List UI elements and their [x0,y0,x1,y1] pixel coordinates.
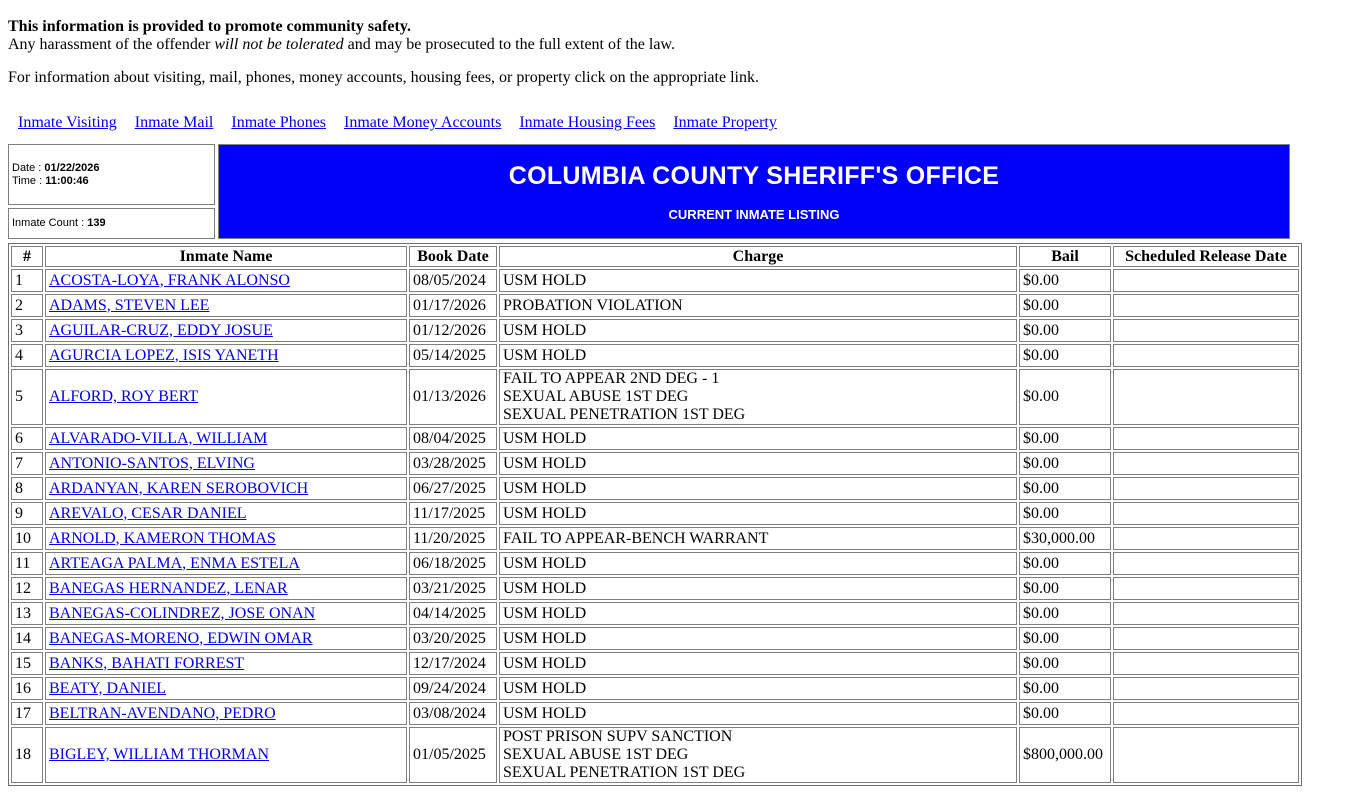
charge-cell [499,527,1017,550]
table-row [11,727,1299,783]
inmate-count-box [8,208,215,239]
charge-line: USM HOLD [503,454,587,472]
inmate-number-cell: 4 [11,344,43,367]
book-date-cell: 11/17/2025 [409,502,497,525]
bail-cell: $0.00 [1019,502,1111,525]
inmate-name-cell [45,727,407,783]
charge-cell [499,577,1017,600]
inmate-name-link[interactable]: AGUILAR-CRUZ, EDDY JOSUE [49,321,273,339]
time-label: Time : [12,174,46,187]
charge-line: USM HOLD [503,271,587,289]
time-value: 11:00:46 [45,174,89,187]
charge-line: SEXUAL ABUSE 1ST DEG [503,746,689,763]
book-date-cell: 05/14/2025 [409,344,497,367]
date-time-box [8,144,215,205]
charge-cell [499,727,1017,783]
charge-line: USM HOLD [503,629,587,647]
book-date-cell: 06/27/2025 [409,477,497,500]
charge-cell [499,294,1017,317]
inmate-number-cell: 5 [11,369,43,425]
time-line [12,175,211,188]
inmate-name-link[interactable]: ARDANYAN, KAREN SEROBOVICH [49,479,309,497]
inmate-name-cell [45,552,407,575]
charge-cell [499,652,1017,675]
inmate-name-link[interactable]: BANKS, BAHATI FORREST [49,654,245,672]
book-date-cell: 03/20/2025 [409,627,497,650]
inmate-number-cell: 16 [11,677,43,700]
charge-line: USM HOLD [503,654,587,672]
bail-cell: $0.00 [1019,577,1111,600]
table-row [11,702,1299,725]
table-row [11,344,1299,367]
inmate-name-cell [45,452,407,475]
charge-line: USM HOLD [503,604,587,622]
inmate-name-link[interactable]: BANEGAS HERNANDEZ, LENAR [49,579,288,597]
inmate-name-link[interactable]: AREVALO, CESAR DANIEL [49,504,247,522]
table-row [11,527,1299,550]
inmate-number-cell: 18 [11,727,43,783]
inmate-number-cell: 8 [11,477,43,500]
table-row [11,294,1299,317]
bail-cell: $30,000.00 [1019,527,1111,550]
book-date-cell: 09/24/2024 [409,677,497,700]
bail-cell: $0.00 [1019,319,1111,342]
inmate-number-cell: 10 [11,527,43,550]
book-date-cell: 03/28/2025 [409,452,497,475]
inmate-name-cell [45,702,407,725]
inmate-name-cell [45,627,407,650]
bail-cell: $0.00 [1019,452,1111,475]
date-line [12,162,211,175]
release-date-cell [1113,702,1299,725]
book-date-cell: 06/18/2025 [409,552,497,575]
inmate-number-cell: 1 [11,269,43,292]
nav-link-inmate-housing-fees[interactable]: Inmate Housing Fees [519,114,656,131]
release-date-cell [1113,294,1299,317]
table-row [11,627,1299,650]
nav-link-inmate-property[interactable]: Inmate Property [673,114,777,131]
charge-cell [499,369,1017,425]
bail-cell: $0.00 [1019,294,1111,317]
inmate-name-link[interactable]: BIGLEY, WILLIAM THORMAN [49,746,269,763]
inmate-name-cell [45,502,407,525]
column-header-charge: Charge [499,246,1017,267]
bail-cell: $0.00 [1019,677,1111,700]
inmate-number-cell: 11 [11,552,43,575]
release-date-cell [1113,727,1299,783]
intro-text [8,18,1358,87]
charge-line: USM HOLD [503,346,587,364]
inmate-name-link[interactable]: ACOSTA-LOYA, FRANK ALONSO [49,271,290,289]
inmate-name-cell [45,477,407,500]
charge-line: USM HOLD [503,504,587,522]
table-row [11,269,1299,292]
release-date-cell [1113,577,1299,600]
inmate-number-cell: 14 [11,627,43,650]
charge-line: SEXUAL PENETRATION 1ST DEG [503,764,746,781]
table-row [11,502,1299,525]
inmate-number-cell: 9 [11,502,43,525]
inmate-table [8,243,1302,786]
bail-cell: $0.00 [1019,552,1111,575]
release-date-cell [1113,344,1299,367]
table-row [11,369,1299,425]
charge-cell [499,452,1017,475]
book-date-cell: 01/12/2026 [409,319,497,342]
charge-cell [499,627,1017,650]
inmate-name-cell [45,427,407,450]
inmate-name-link[interactable]: BELTRAN-AVENDANO, PEDRO [49,704,276,722]
inmate-name-link[interactable]: BANEGAS-COLINDREZ, JOSE ONAN [49,604,316,622]
inmate-name-cell [45,344,407,367]
page-subtitle: CURRENT INMATE LISTING [668,207,840,222]
charge-line: FAIL TO APPEAR-BENCH WARRANT [503,529,769,547]
intro-paragraph [8,18,1358,54]
charge-cell [499,502,1017,525]
release-date-cell [1113,652,1299,675]
book-date-cell: 04/14/2025 [409,602,497,625]
inmate-links-nav [18,114,1358,132]
bail-cell: $0.00 [1019,344,1111,367]
table-row [11,602,1299,625]
column-header-bail: Bail [1019,246,1111,267]
inmate-name-cell [45,577,407,600]
release-date-cell [1113,319,1299,342]
book-date-cell: 12/17/2024 [409,652,497,675]
column-header-inmate-name: Inmate Name [45,246,407,267]
release-date-cell [1113,452,1299,475]
table-row [11,552,1299,575]
release-date-cell [1113,477,1299,500]
charge-line: USM HOLD [503,679,587,697]
book-date-cell: 01/05/2025 [409,727,497,783]
harassment-warning-italic: will not be tolerated [214,36,344,53]
harassment-warning-post: and may be prosecuted to the full extent of the law. [343,36,675,53]
table-row [11,427,1299,450]
inmate-count-line [12,217,211,230]
charge-line: PROBATION VIOLATION [503,296,683,314]
bail-cell: $0.00 [1019,702,1111,725]
charge-line: USM HOLD [503,479,587,497]
nav-link-inmate-phones[interactable]: Inmate Phones [231,114,327,131]
inmate-table-body [11,269,1299,783]
charge-line: USM HOLD [503,579,587,597]
inmate-name-link[interactable]: BANEGAS-MORENO, EDWIN OMAR [49,629,313,647]
release-date-cell [1113,427,1299,450]
charge-cell [499,319,1017,342]
inmate-name-link[interactable]: ARNOLD, KAMERON THOMAS [49,529,276,547]
table-row [11,652,1299,675]
harassment-warning-pre: Any harassment of the offender [8,36,215,53]
release-date-cell [1113,552,1299,575]
header-row [11,246,1299,267]
page-title: COLUMBIA COUNTY SHERIFF'S OFFICE [508,162,1000,190]
bail-cell: $0.00 [1019,652,1111,675]
inmate-name-link[interactable]: ANTONIO-SANTOS, ELVING [49,454,255,472]
blue-banner [218,144,1290,239]
charge-line: USM HOLD [503,321,587,339]
inmate-table-header [11,246,1299,267]
inmate-count-label: Inmate Count : [12,217,88,229]
book-date-cell: 08/04/2025 [409,427,497,450]
book-date-cell: 03/08/2024 [409,702,497,725]
safety-notice: This information is provided to promote community safety. [8,18,411,35]
column-header-scheduled-release-date: Scheduled Release Date [1113,246,1299,267]
inmate-number-cell: 13 [11,602,43,625]
charge-line: SEXUAL ABUSE 1ST DEG [503,388,689,405]
release-date-cell [1113,602,1299,625]
inmate-number-cell: 15 [11,652,43,675]
inmate-number-cell: 17 [11,702,43,725]
book-date-cell: 03/21/2025 [409,577,497,600]
inmate-name-cell [45,294,407,317]
table-row [11,577,1299,600]
charge-cell [499,602,1017,625]
date-label: Date : [12,161,45,174]
inmate-name-cell [45,677,407,700]
charge-line: SEXUAL PENETRATION 1ST DEG [503,406,746,423]
bail-cell: $0.00 [1019,477,1111,500]
charge-cell [499,477,1017,500]
inmate-name-cell [45,269,407,292]
charge-line: USM HOLD [503,429,587,447]
bail-cell: $0.00 [1019,602,1111,625]
column-header-book-date: Book Date [409,246,497,267]
inmate-count-value: 139 [87,217,106,229]
table-row [11,677,1299,700]
book-date-cell: 01/13/2026 [409,369,497,425]
bail-cell: $800,000.00 [1019,727,1111,783]
table-row [11,477,1299,500]
inmate-name-link[interactable]: BEATY, DANIEL [49,679,167,697]
inmate-name-link[interactable]: ARTEAGA PALMA, ENMA ESTELA [49,554,300,572]
info-instruction: For information about visiting, mail, phones, money accounts, housing fees, or property click on the appropriate link. [8,69,759,86]
release-date-cell [1113,677,1299,700]
inmate-number-cell: 12 [11,577,43,600]
book-date-cell: 01/17/2026 [409,294,497,317]
inmate-name-cell [45,527,407,550]
inmate-name-link[interactable]: ALFORD, ROY BERT [49,388,199,405]
charge-cell [499,344,1017,367]
charge-line: USM HOLD [503,554,587,572]
nav-link-inmate-mail[interactable]: Inmate Mail [134,114,214,131]
charge-cell [499,552,1017,575]
bail-cell: $0.00 [1019,627,1111,650]
date-value: 01/22/2026 [44,161,100,174]
charge-cell [499,677,1017,700]
inmate-name-link[interactable]: ALVARADO-VILLA, WILLIAM [49,429,268,447]
bail-cell: $0.00 [1019,427,1111,450]
release-date-cell [1113,527,1299,550]
nav-link-inmate-visiting[interactable]: Inmate Visiting [18,114,117,131]
inmate-name-link[interactable]: ADAMS, STEVEN LEE [49,296,210,314]
inmate-number-cell: 7 [11,452,43,475]
inmate-number-cell: 2 [11,294,43,317]
inmate-name-cell [45,319,407,342]
charge-cell [499,427,1017,450]
inmate-name-link[interactable]: AGURCIA LOPEZ, ISIS YANETH [49,346,279,364]
inmate-name-cell [45,602,407,625]
table-row [11,452,1299,475]
bail-cell: $0.00 [1019,369,1111,425]
inmate-number-cell: 3 [11,319,43,342]
inmate-name-cell [45,369,407,425]
header-info-column [8,144,215,239]
book-date-cell: 11/20/2025 [409,527,497,550]
listing-header [8,144,1290,239]
release-date-cell [1113,627,1299,650]
charge-cell [499,702,1017,725]
inmate-number-cell: 6 [11,427,43,450]
inmate-name-cell [45,652,407,675]
bail-cell: $0.00 [1019,269,1111,292]
release-date-cell [1113,502,1299,525]
charge-line: POST PRISON SUPV SANCTION [503,728,733,745]
release-date-cell [1113,269,1299,292]
charge-line: USM HOLD [503,704,587,722]
table-row [11,319,1299,342]
nav-link-inmate-money-accounts[interactable]: Inmate Money Accounts [344,114,502,131]
column-header-number: # [11,246,43,267]
book-date-cell: 08/05/2024 [409,269,497,292]
charge-cell [499,269,1017,292]
release-date-cell [1113,369,1299,425]
charge-line: FAIL TO APPEAR 2ND DEG - 1 [503,370,720,387]
